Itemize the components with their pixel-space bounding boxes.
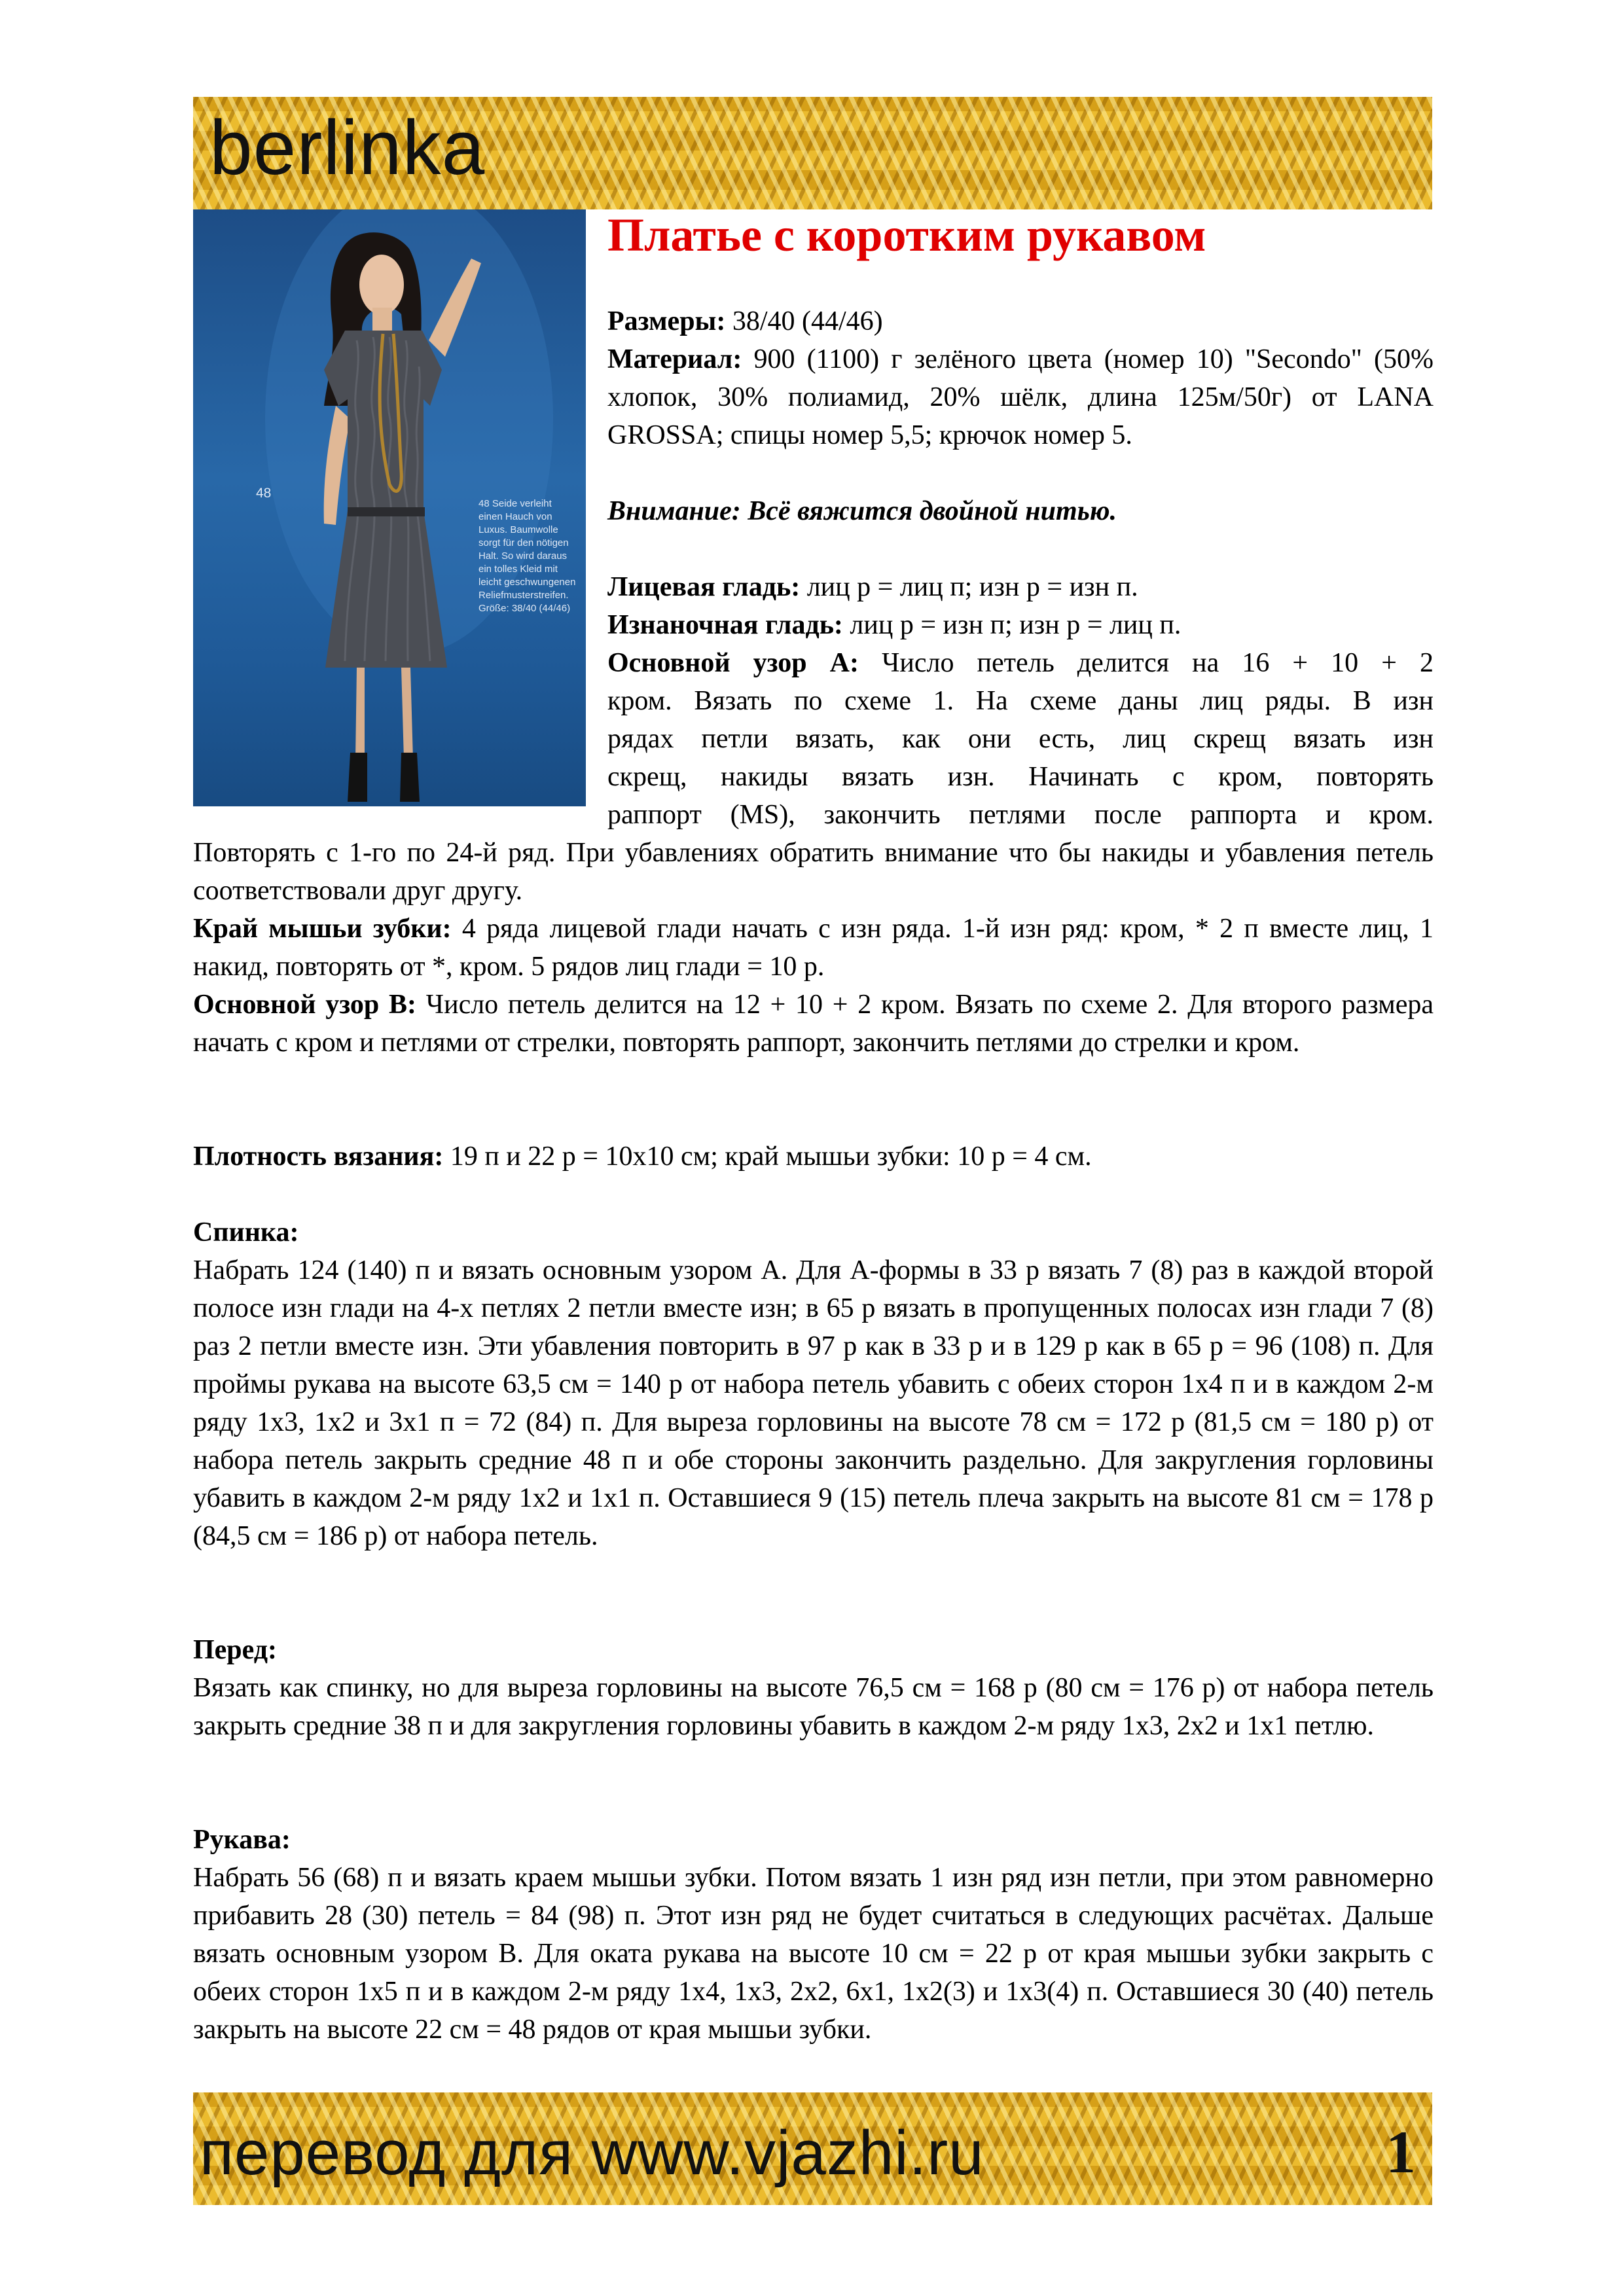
pattern-a-line5: раппорт (MS), закончить петлями после раппорта и кром. <box>607 800 1434 830</box>
footer-banner <box>193 2092 1432 2205</box>
material-paragraph <box>607 340 1434 454</box>
attention-note <box>607 492 1434 530</box>
material-label: Материал: <box>607 344 742 374</box>
edge-label: Край мышьи зубки: <box>193 914 452 944</box>
pattern-a-label: Основной узор А: <box>607 648 859 678</box>
sizes-label: Размеры: <box>607 306 726 336</box>
stockinette-label: Лицевая гладь: <box>607 572 801 602</box>
reverse-label: Изнаночная гладь: <box>607 610 843 640</box>
magazine-page-number: 48 <box>256 486 272 501</box>
back-text: Набрать 124 (140) п и вязать основным узором А. Для А-формы в 33 р вязать 7 (8) раз в каждой второй полосе изн глади на 4-х петлях 2 петли вместе изн; в 65 р вязать в пропущенных полосах изн глади 7 (8) раз 2 петли вместе изн. Эти убавления повторить в 97 р как в 33 р и в 129 р как в 65 р = 96 (108) п. Для проймы рукава на высоте 63,5 см = 140 р от набора петель убавить с обеих сторон 1х4 п и в каждом 2-м ряду 1х3, 1х2 и 3х1 п = 72 (84) п. Для выреза горловины на высоте 78 см = 172 р (81,5 см = 180 р) от набора петель закрыть средние 48 п и обе стороны закончить раздельно. Для закругления горловины убавить в каждом 2-м ряду 1х2 и 1х1 п. Оставшиеся 9 (15) петель плеча закрыть на высоте 81 см = 178 р (84,5 см = 186 р) от набора петель. <box>193 1255 1434 1551</box>
attention-text: Внимание: Всё вяжится двойной нитью. <box>607 496 1117 526</box>
pattern-b-value: Число петель делится на 12 + 10 + 2 кром. Вязать по схеме 2. Для второго размера начать с кром и петлями от стрелки, повторять раппорт, закончить петлями до стрелки и кром. <box>193 990 1434 1058</box>
page-number: 1 <box>1386 2119 1416 2185</box>
header-banner <box>193 97 1432 209</box>
model-photo <box>193 209 586 806</box>
sleeves-text: Набрать 56 (68) п и вязать краем мышьи зубки. Потом вязать 1 изн ряд изн петли, при этом равномерно прибавить 28 (30) петель = 84 (98) п. Этот изн ряд не будет считаться в следующих расчётах. Дальше вязать основным узором В. Для оката рукава на высоте 10 см = 22 р от края мышьи зубки закрыть с обеих сторон 1х5 п и в каждом 2-м ряду 1х4, 1х3, 2х2, 6х1, 1х2(3) и 1х3(4) п. Оставшиеся 30 (40) петель закрыть на высоте 22 см = 48 рядов от края мышьи зубки. <box>193 1863 1434 2045</box>
pattern-a-paragraph <box>607 644 1434 834</box>
edge-paragraph <box>193 910 1434 986</box>
brand-logo-text: berlinka <box>209 105 486 191</box>
pattern-b-label: Основной узор В: <box>193 990 417 1020</box>
front-section <box>193 1631 1434 1745</box>
material-value: 900 (1100) г зелёного цвета (номер 10) "Secondo" (50% хлопок, 30% полиамид, 20% шёлк, длина 125м/50г) от LANA GROSSA; спицы номер 5,5; крючок номер 5. <box>607 344 1434 450</box>
back-section <box>193 1213 1434 1555</box>
edge-value: 4 ряда лицевой глади начать с изн ряда. 1-й изн ряд: кром, * 2 п вместе лиц, 1 накид, повторять от *, кром. 5 рядов лиц глади = 10 р. <box>193 914 1434 982</box>
stockinette-value: лиц р = лиц п; изн р = изн п. <box>800 572 1138 602</box>
sleeves-section <box>193 1821 1434 2049</box>
pattern-a-line2: кром. Вязать по схеме 1. На схеме даны лиц ряды. В изн <box>607 686 1434 716</box>
gauge-line <box>193 1138 1434 1175</box>
gauge-label: Плотность вязания: <box>193 1141 444 1172</box>
front-heading: Перед: <box>193 1635 277 1665</box>
front-text: Вязать как спинку, но для выреза горловины на высоте 76,5 см = 168 р (80 см = 176 р) от набора петель закрыть средние 38 п и для закругления горловины убавить в каждом 2-м ряду 1х3, 2х2 и 1х1 петлю. <box>193 1673 1434 1741</box>
footer-credit-text: перевод для www.vjazhi.ru <box>200 2118 984 2188</box>
pattern-a-continuation: Повторять с 1-го по 24-й ряд. При убавлениях обратить внимание что бы накиды и убавления петель соответствовали друг другу. <box>193 838 1434 906</box>
pattern-a-line1: Число петель делится на 16 + 10 + 2 <box>859 648 1434 678</box>
stockinette-line <box>607 568 1434 606</box>
reverse-value: лиц р = изн п; изн р = лиц п. <box>842 610 1182 640</box>
sleeves-heading: Рукава: <box>193 1825 291 1855</box>
gauge-value: 19 п и 22 р = 10х10 см; край мышьи зубки: 10 р = 4 см. <box>443 1141 1092 1172</box>
back-heading: Спинка: <box>193 1217 299 1247</box>
reverse-line <box>607 606 1434 644</box>
sizes-value: 38/40 (44/46) <box>725 306 883 336</box>
pattern-b-paragraph <box>193 986 1434 1062</box>
pattern-a-line4: скрещ, накиды вязать изн. Начинать с кром, повторять <box>607 762 1434 792</box>
page-title: Платье с коротким рукавом <box>607 209 1206 261</box>
magazine-blurb: 48 Seide verleiht einen Hauch von Luxus. Baumwolle sorgt für den nötigen Halt. So wird daraus ein tolles Kleid mit leicht geschwungenen Reliefmusterstreifen. Größe: 38/40 (44/46) <box>478 498 576 614</box>
pattern-a-line3: рядах петли вязать, как они есть, лиц скрещ вязать изн <box>607 724 1434 754</box>
sizes-line <box>607 302 1434 340</box>
